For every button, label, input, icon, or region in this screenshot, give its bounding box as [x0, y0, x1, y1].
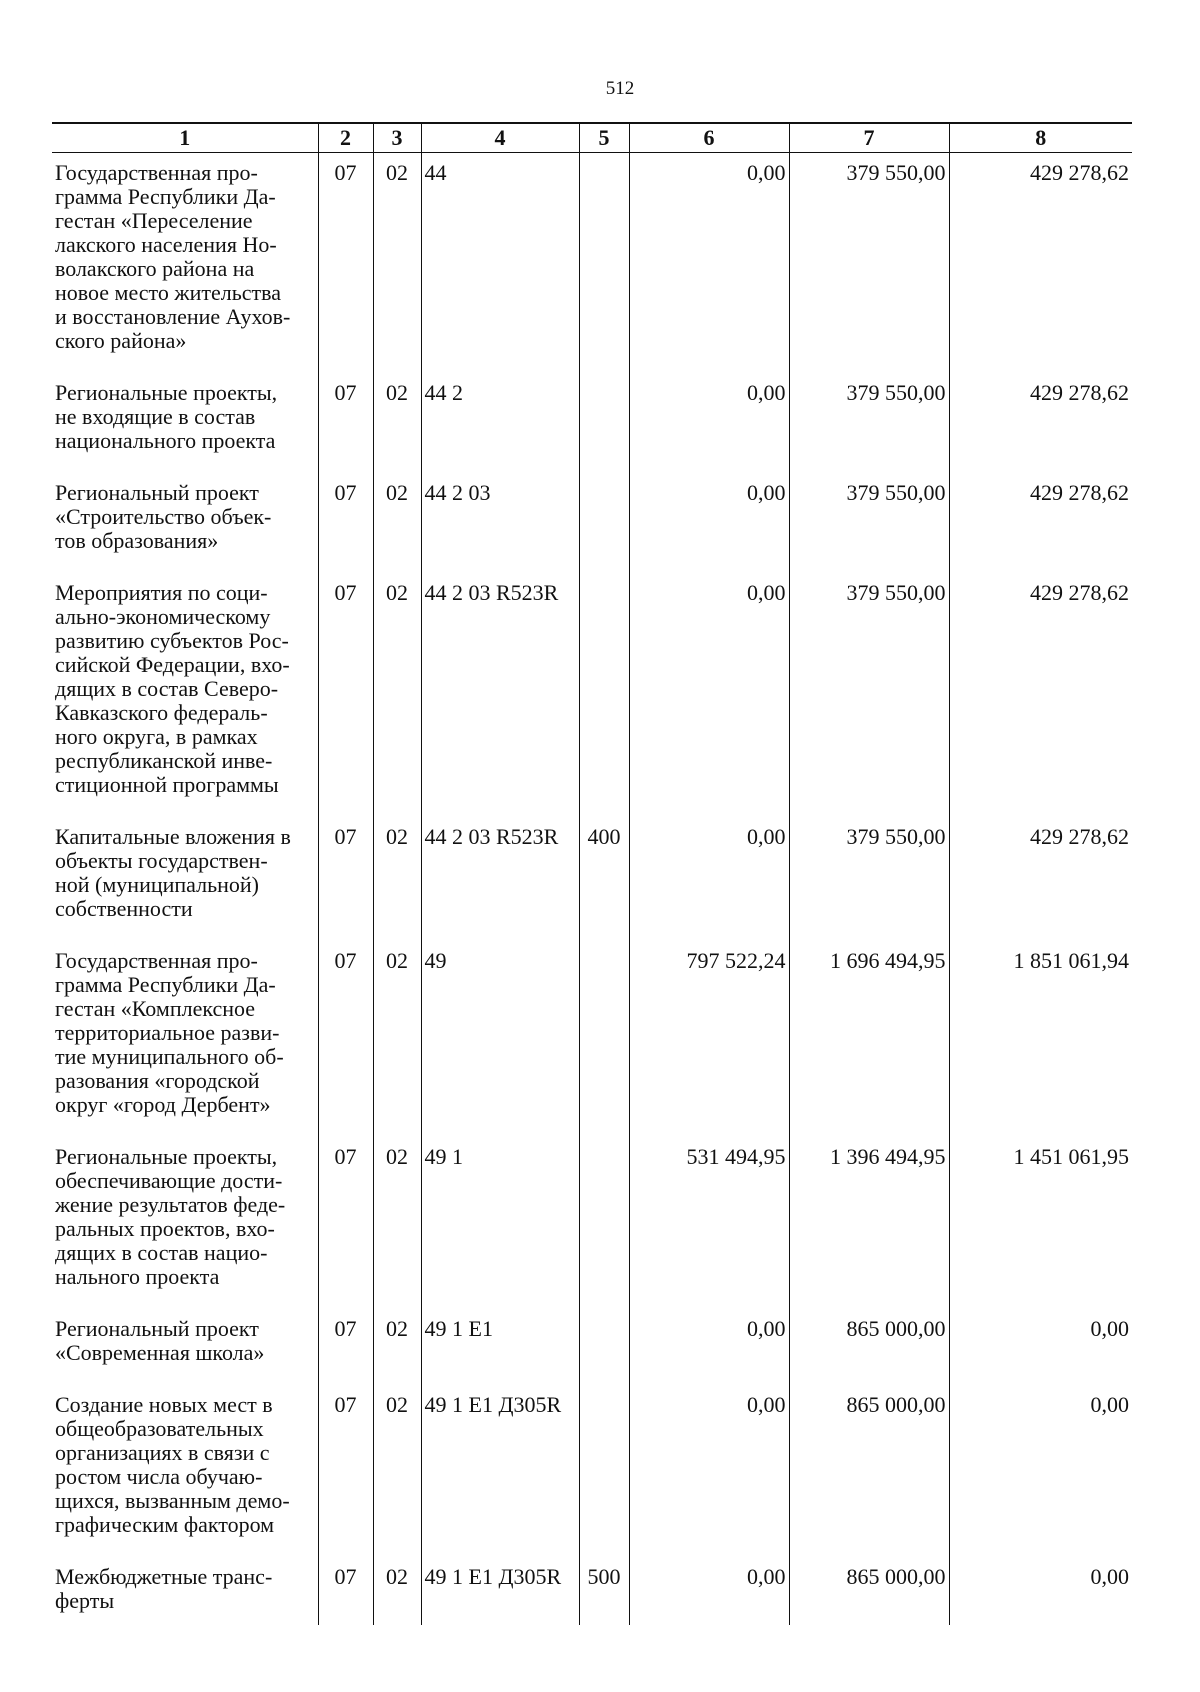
expense-type-code [579, 1145, 629, 1317]
item-name-text: Региональный проект «Строительство объек- тов образования» [55, 480, 272, 553]
section-code: 07 [318, 825, 373, 949]
table-row [52, 153, 1132, 382]
header-col-7: 7 [789, 123, 949, 153]
subsection-code: 02 [373, 1565, 421, 1625]
target-article-code: 49 1 E1 [421, 1317, 579, 1393]
table-row [52, 581, 1132, 825]
amount-col-6: 0,00 [629, 1393, 789, 1565]
amount-col-6: 0,00 [629, 381, 789, 481]
section-code: 07 [318, 381, 373, 481]
item-name-text: Государственная про- грамма Республики Да- гестан «Комплексное территориальное разви- тие муниципального об- разования «городской округ «город Дербент» [55, 948, 284, 1117]
amount-col-8: 1 451 061,95 [949, 1145, 1132, 1317]
header-row [52, 123, 1132, 153]
target-article-code: 44 2 03 [421, 481, 579, 581]
amount-col-7: 379 550,00 [789, 381, 949, 481]
amount-col-8: 429 278,62 [949, 825, 1132, 949]
section-code: 07 [318, 481, 373, 581]
amount-col-6: 0,00 [629, 481, 789, 581]
table-row [52, 1565, 1132, 1625]
amount-col-7: 1 696 494,95 [789, 949, 949, 1145]
item-name-text: Капитальные вложения в объекты государствен- ной (муниципальной) собственности [55, 824, 291, 921]
header-col-3: 3 [373, 123, 421, 153]
amount-col-6: 0,00 [629, 1565, 789, 1625]
item-name-text: Региональные проекты, не входящие в состав национального проекта [55, 380, 278, 453]
amount-col-7: 379 550,00 [789, 153, 949, 382]
amount-col-7: 865 000,00 [789, 1317, 949, 1393]
amount-col-7: 379 550,00 [789, 581, 949, 825]
target-article-code: 44 [421, 153, 579, 382]
amount-col-8: 0,00 [949, 1393, 1132, 1565]
expense-type-code [579, 1393, 629, 1565]
subsection-code: 02 [373, 581, 421, 825]
subsection-code: 02 [373, 381, 421, 481]
section-code: 07 [318, 1565, 373, 1625]
item-name-text: Государственная про- грамма Республики Да- гестан «Переселение лакского населения Но- волакского района на новое место жительства и восстановление Аухов- ского района» [55, 160, 291, 353]
amount-col-6: 0,00 [629, 825, 789, 949]
subsection-code: 02 [373, 1393, 421, 1565]
budget-table [52, 122, 1132, 1625]
table-row [52, 1317, 1132, 1393]
amount-col-8: 0,00 [949, 1317, 1132, 1393]
expense-type-code [579, 153, 629, 382]
section-code: 07 [318, 1317, 373, 1393]
amount-col-7: 379 550,00 [789, 825, 949, 949]
page-number: 512 [605, 78, 635, 99]
amount-col-8: 0,00 [949, 1565, 1132, 1625]
amount-col-6: 0,00 [629, 153, 789, 382]
item-name-text: Создание новых мест в общеобразовательных организациях в связи с ростом числа обучаю- щихся, вызванным демо- графическим фактором [55, 1392, 290, 1537]
subsection-code: 02 [373, 949, 421, 1145]
item-name [52, 825, 318, 949]
expense-type-code [579, 481, 629, 581]
section-code: 07 [318, 949, 373, 1145]
expense-type-code [579, 1317, 629, 1393]
expense-type-code [579, 949, 629, 1145]
amount-col-6: 0,00 [629, 1317, 789, 1393]
item-name [52, 1565, 318, 1625]
subsection-code: 02 [373, 153, 421, 382]
amount-col-7: 379 550,00 [789, 481, 949, 581]
header-col-5: 5 [579, 123, 629, 153]
amount-col-6: 797 522,24 [629, 949, 789, 1145]
amount-col-8: 429 278,62 [949, 381, 1132, 481]
amount-col-6: 0,00 [629, 581, 789, 825]
section-code: 07 [318, 1393, 373, 1565]
expense-type-code [579, 581, 629, 825]
table-header [52, 123, 1132, 153]
expense-type-code: 400 [579, 825, 629, 949]
table-row [52, 1145, 1132, 1317]
amount-col-7: 1 396 494,95 [789, 1145, 949, 1317]
item-name [52, 153, 318, 382]
amount-col-8: 429 278,62 [949, 481, 1132, 581]
table-row [52, 381, 1132, 481]
table-row [52, 949, 1132, 1145]
item-name [52, 1317, 318, 1393]
target-article-code: 44 2 03 R523R [421, 581, 579, 825]
table-row [52, 1393, 1132, 1565]
item-name [52, 1145, 318, 1317]
item-name [52, 1393, 318, 1565]
item-name [52, 381, 318, 481]
item-name-text: Региональные проекты, обеспечивающие дости- жение результатов феде- ральных проектов, вхо- дящих в состав нацио- нального проекта [55, 1144, 286, 1289]
expense-type-code: 500 [579, 1565, 629, 1625]
subsection-code: 02 [373, 1317, 421, 1393]
expense-type-code [579, 381, 629, 481]
header-col-1: 1 [52, 123, 318, 153]
subsection-code: 02 [373, 481, 421, 581]
target-article-code: 49 [421, 949, 579, 1145]
section-code: 07 [318, 1145, 373, 1317]
subsection-code: 02 [373, 1145, 421, 1317]
amount-col-8: 1 851 061,94 [949, 949, 1132, 1145]
header-col-2: 2 [318, 123, 373, 153]
target-article-code: 44 2 03 R523R [421, 825, 579, 949]
amount-col-7: 865 000,00 [789, 1565, 949, 1625]
header-col-8: 8 [949, 123, 1132, 153]
amount-col-7: 865 000,00 [789, 1393, 949, 1565]
table-row [52, 481, 1132, 581]
item-name [52, 949, 318, 1145]
item-name-text: Межбюджетные транс- ферты [55, 1564, 273, 1613]
target-article-code: 49 1 E1 Д305R [421, 1565, 579, 1625]
amount-col-8: 429 278,62 [949, 153, 1132, 382]
table-row [52, 825, 1132, 949]
amount-col-8: 429 278,62 [949, 581, 1132, 825]
section-code: 07 [318, 581, 373, 825]
item-name-text: Мероприятия по соци- ально-экономическому развитию субъектов Рос- сийской Федерации, вхо- дящих в состав Северо- Кавказского федераль- ного округа, в рамках республиканской инве- стиционной программы [55, 580, 290, 797]
subsection-code: 02 [373, 825, 421, 949]
item-name [52, 581, 318, 825]
item-name-text: Региональный проект «Современная школа» [55, 1316, 265, 1365]
section-code: 07 [318, 153, 373, 382]
target-article-code: 49 1 [421, 1145, 579, 1317]
target-article-code: 49 1 E1 Д305R [421, 1393, 579, 1565]
header-col-6: 6 [629, 123, 789, 153]
target-article-code: 44 2 [421, 381, 579, 481]
item-name [52, 481, 318, 581]
table-body [52, 153, 1132, 1626]
amount-col-6: 531 494,95 [629, 1145, 789, 1317]
header-col-4: 4 [421, 123, 579, 153]
